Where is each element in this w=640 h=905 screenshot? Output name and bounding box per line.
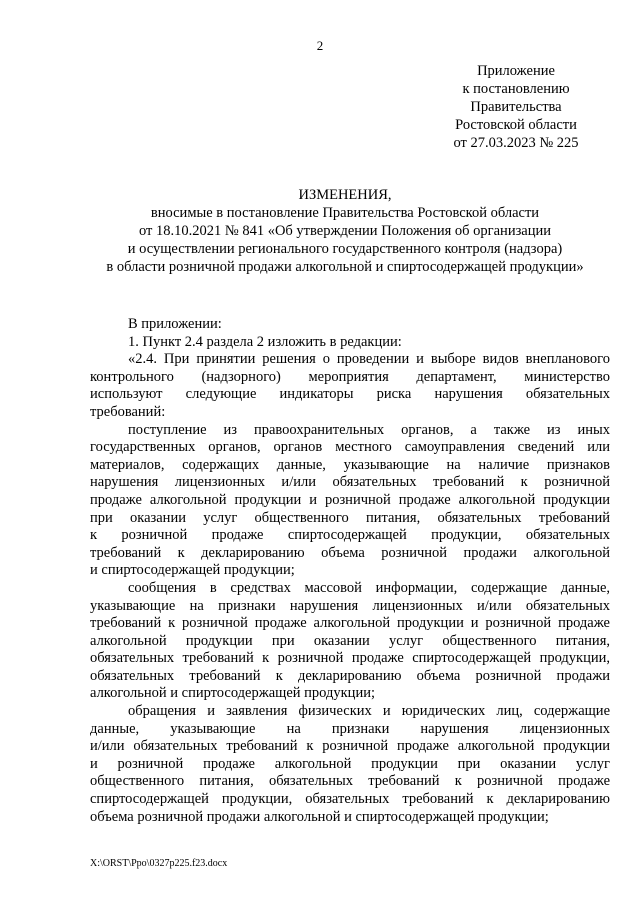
body-line: требований: <box>90 403 166 420</box>
body-line: указывающие на признаки нарушения лицензионных и/или обязательных <box>90 597 610 614</box>
body-text <box>90 316 610 826</box>
body-line: 1. Пункт 2.4 раздела 2 изложить в редакции: <box>128 333 402 350</box>
appendix-line: к постановлению <box>462 81 570 97</box>
body-line: используют следующие индикаторы риска нарушения обязательных <box>90 386 610 403</box>
body-line: контрольного (надзорного) мероприятия департамент, министерство <box>90 368 610 385</box>
body-line: алкогольной продукции при оказании услуг общественного питания, <box>90 632 610 649</box>
body-line: «2.4. При принятии решения о проведении и выборе видов внепланового <box>128 351 610 368</box>
document-title <box>80 186 610 276</box>
body-line: спиртосодержащей продукции, обязательных требований к декларированию <box>90 791 610 808</box>
body-line: продаже алкогольной продукции и розничной продаже алкогольной продукции <box>90 491 610 508</box>
body-line: сообщения в средствах массовой информации, содержащие данные, <box>128 579 610 596</box>
body-line: обязательных требований к декларированию объема розничной продажи <box>90 667 610 684</box>
title-line: от 18.10.2021 № 841 «Об утверждении Положения об организации <box>138 223 552 239</box>
title-heading: ИЗМЕНЕНИЯ, <box>298 187 392 203</box>
body-line: общественного питания, обязательных требований к розничной продаже <box>90 773 610 790</box>
body-line: объема розничной продажи алкогольной и спиртосодержащей продукции; <box>90 808 549 825</box>
body-line: и/или обязательных требований к розничной продаже алкогольной продукции <box>90 738 610 755</box>
body-line: к розничной продаже спиртосодержащей продукции, обязательных <box>90 527 610 544</box>
body-line: и спиртосодержащей продукции; <box>90 562 295 579</box>
appendix-line: Ростовской области <box>455 117 577 133</box>
body-line: обращения и заявления физических и юридических лиц, содержащие <box>128 703 610 720</box>
appendix-line: от 27.03.2023 № 225 <box>453 135 579 151</box>
body-line: В приложении: <box>128 316 222 332</box>
body-line: нарушения лицензионных и/или обязательных требований к розничной <box>90 474 610 491</box>
file-path-footer: X:\ORST\Ppo\0327p225.f23.docx <box>90 858 228 869</box>
body-line: требований к розничной продаже алкогольной продукции и розничной продаже <box>90 615 610 632</box>
appendix-block <box>436 62 596 152</box>
body-line: поступление из правоохранительных органов, а также из иных <box>128 421 610 438</box>
body-line: государственных органов, органов местного самоуправления сведений или <box>90 439 610 456</box>
title-line: вносимые в постановление Правительства Ростовской области <box>150 205 540 221</box>
title-line: и осуществлении регионального государственного контроля (надзора) <box>127 241 563 257</box>
body-line: при оказании услуг общественного питания, обязательных требований <box>90 509 610 526</box>
body-line: алкогольной и спиртосодержащей продукции; <box>90 685 375 702</box>
body-line: и розничной продаже алкогольной продукции при оказании услуг <box>90 755 610 772</box>
appendix-line: Правительства <box>470 99 562 115</box>
page-number: 2 <box>316 38 324 53</box>
title-line: в области розничной продажи алкогольной и спиртосодержащей продукции» <box>106 259 584 275</box>
appendix-line: Приложение <box>477 63 555 79</box>
body-line: данные, указывающие на признаки нарушения лицензионных <box>90 720 610 737</box>
body-line: материалов, содержащих данные, указывающие на наличие признаков <box>90 456 610 473</box>
body-line: обязательных требований к розничной продаже спиртосодержащей продукции, <box>90 650 610 667</box>
body-line: требований к декларированию объема розничной продажи алкогольной <box>90 544 610 561</box>
